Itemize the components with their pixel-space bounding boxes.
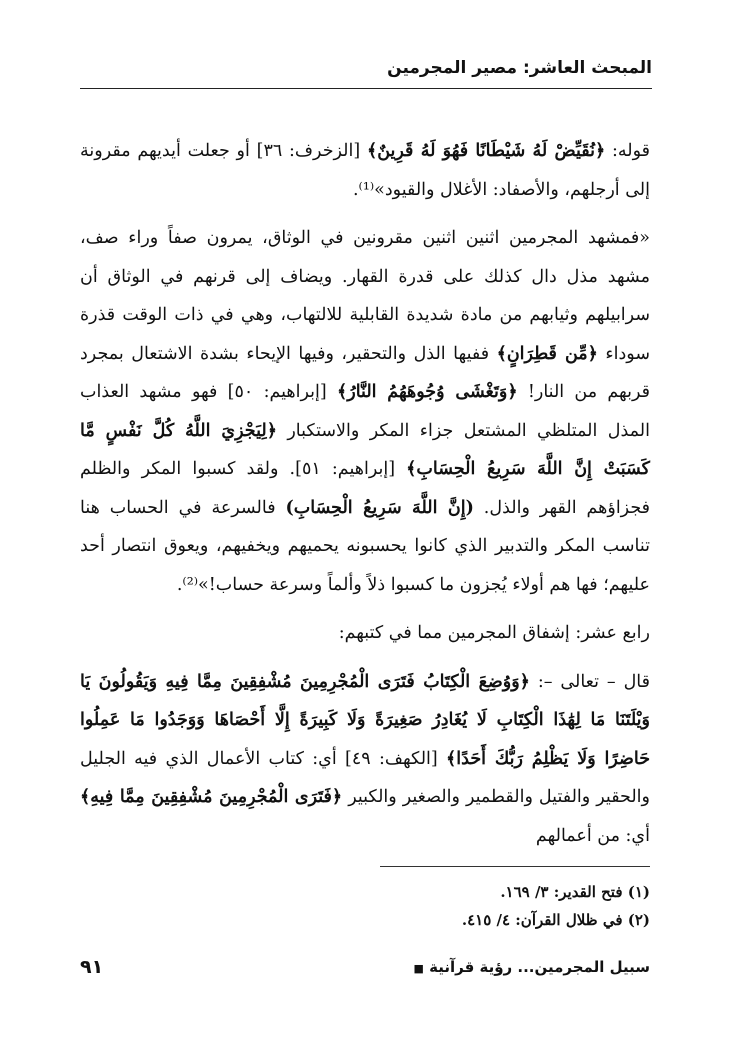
page-number: ٩١ [80, 956, 104, 978]
page-footer [80, 956, 650, 978]
separator-square: ■ [413, 962, 424, 975]
quran-verse: ﴿نُقَيِّضْ لَهُ شَيْطَانًا فَهُوَ لَهُ قَرِينٌ﴾ [366, 141, 606, 161]
text-segment: ففيها الذل والتحقير، وفيها الإيحاء بشدة الاشتعال بمجرد قربهم من النار! [80, 343, 650, 402]
text-segment: [إبراهيم: ٥١]. ولقد كسبوا المكر والظلم فجزاؤهم القهر والذل. [80, 459, 650, 518]
footer-book-title [413, 958, 650, 976]
quran-verse: ﴿وَتَغْشَى وُجُوهَهُمُ النَّارُ﴾ [337, 382, 518, 402]
book-title: سبيل المجرمين... رؤية قرآنية [429, 958, 650, 976]
footnote-1: (١) فتح القدير: ٣/ ١٦٩. [500, 883, 650, 901]
quran-verse: ﴿لِيَجْزِيَ اللَّهُ كُلَّ نَفْسٍ مَّا كَسَبَتْ إِنَّ اللَّهَ سَرِيعُ الْحِسَابِ﴾ [80, 420, 650, 479]
text-segment: [إبراهيم: ٥٠] فهو مشهد العذاب المذل المتلظي المشتعل جزاء المكر والاستكبار [80, 382, 650, 441]
text-segment: قال – تعالى –: [529, 671, 651, 692]
text-segment: [الكهف: ٤٩] أي: كتاب الأعمال الذي فيه الجليل والحقير والفتيل والقطمير والصغير والكبير [80, 748, 650, 807]
paragraph [80, 663, 650, 856]
quran-verse: ﴿مِّن قَطِرَانٍ﴾ [496, 343, 598, 364]
paragraph [80, 132, 650, 209]
text-segment: قوله: [605, 141, 650, 161]
footnote-2: (٢) في ظلال القرآن: ٤/ ٤١٥. [461, 911, 650, 929]
quran-verse: ﴿وَوُضِعَ الْكِتَابُ فَتَرَى الْمُجْرِمِينَ مُشْفِقِينَ مِمَّا فِيهِ وَيَقُولُونَ يَا وَيْلَتَنَا مَا لِهَٰذَا الْكِتَابِ لَا يُغَادِرُ صَغِيرَةً وَلَا كَبِيرَةً إِلَّا أَحْصَاهَا وَوَجَدُوا مَا عَمِلُوا حَاضِرًا وَلَا يَظْلِمُ رَبُّكَ أَحَدًا﴾ [80, 671, 651, 769]
text-segment: فالسرعة في الحساب هنا تناسب المكر والتدبير الذي كانوا يحسبونه يحميهم ويخفيهم، ويعوق انتصار أحد عليهم؛ فها هم أولاء يُجزون ما كسبوا ذلاً وألماً وسرعة حساب!»⁽²⁾. [80, 497, 650, 595]
header-rule [80, 88, 652, 89]
footnotes [80, 878, 650, 934]
quran-verse: ﴿فَتَرَى الْمُجْرِمِينَ مُشْفِقِينَ مِمَّا فِيهِ﴾ [80, 787, 343, 807]
running-header: المبحث العاشر: مصير المجرمين [387, 58, 652, 78]
text-segment: رابع عشر: إشفاق المجرمين مما في كتبهم: [338, 623, 650, 643]
quran-verse: (إِنَّ اللَّهَ سَرِيعُ الْحِسَابِ) [285, 497, 474, 518]
body-text [80, 132, 650, 865]
paragraph [80, 614, 650, 653]
text-segment: [الزخرف: ٣٦] أو جعلت أيديهم مقرونة إلى أرجلهم، والأصفاد: الأغلال والقيود»⁽¹⁾. [80, 141, 650, 200]
paragraph [80, 219, 650, 604]
text-segment: أي: من أعمالهم [535, 825, 650, 846]
text-segment: «فمشهد المجرمين اثنين اثنين مقرونين في الوثاق، يمرون صفاً وراء صف، مشهد مذل دال كذلك على قدرة القهار. ويضاف إلى قرنهم في الوثاق أن سرابيلهم وثيابهم من مادة شديدة القابلية للالتهاب، وهي في ذات الوقت قذرة سوداء [80, 228, 650, 364]
footnote-rule [380, 866, 650, 867]
